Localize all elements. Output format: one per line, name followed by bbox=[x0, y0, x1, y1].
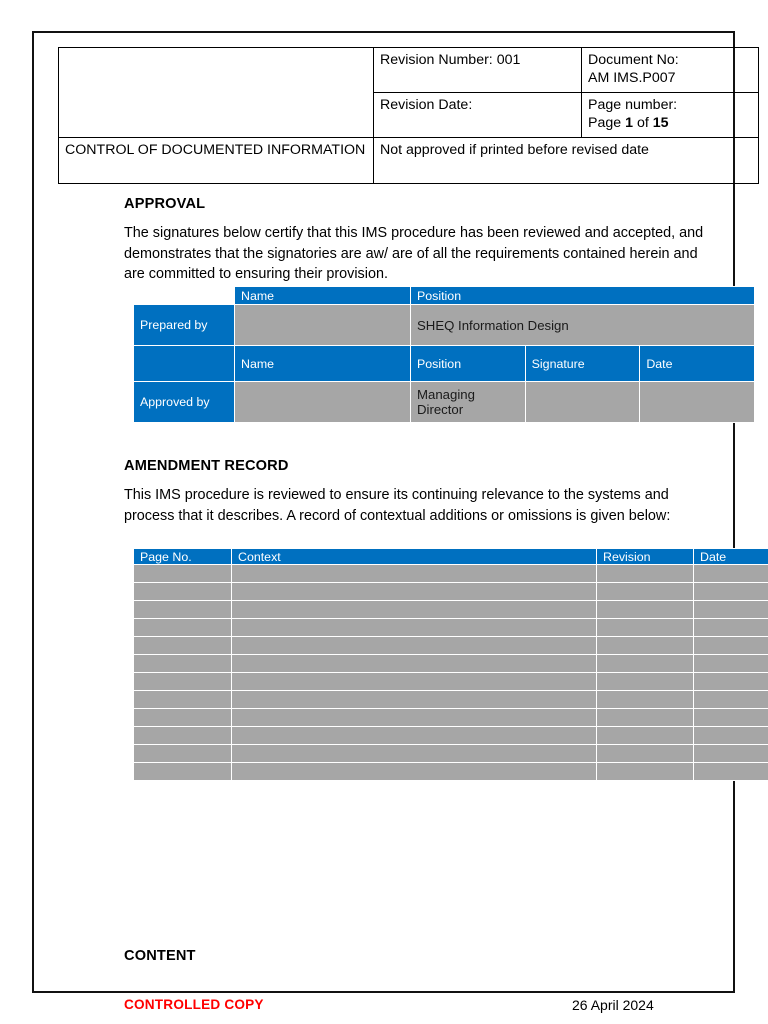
amendment-cell[interactable] bbox=[694, 673, 768, 690]
amendment-col-context: Context bbox=[232, 549, 596, 564]
amendment-col-page-no: Page No. bbox=[134, 549, 231, 564]
approval-header-name: Name bbox=[235, 287, 410, 304]
table-row bbox=[134, 619, 768, 636]
amendment-cell[interactable] bbox=[597, 763, 693, 780]
amendment-table-body bbox=[134, 565, 768, 780]
approval-corner-cell-2 bbox=[134, 346, 234, 381]
amendment-cell[interactable] bbox=[694, 709, 768, 726]
footer-date: 26 April 2024 bbox=[572, 997, 654, 1013]
amendment-cell[interactable] bbox=[134, 709, 231, 726]
amendment-cell[interactable] bbox=[134, 619, 231, 636]
approved-by-label: Approved by bbox=[134, 382, 234, 422]
page-number-cell bbox=[582, 92, 759, 137]
approved-by-name[interactable] bbox=[235, 382, 410, 422]
approval-row-approved-by bbox=[134, 382, 754, 422]
amendment-cell[interactable] bbox=[232, 565, 596, 582]
amendment-col-revision: Revision bbox=[597, 549, 693, 564]
controlled-copy-stamp: CONTROLLED COPY bbox=[124, 997, 264, 1012]
amendment-cell[interactable] bbox=[597, 655, 693, 672]
amendment-cell[interactable] bbox=[134, 691, 231, 708]
table-row bbox=[134, 727, 768, 744]
amendment-cell[interactable] bbox=[597, 601, 693, 618]
document-title-cell: CONTROL OF DOCUMENTED INFORMATION bbox=[59, 137, 374, 183]
amendment-cell[interactable] bbox=[694, 727, 768, 744]
approval-heading: APPROVAL bbox=[124, 196, 206, 212]
amendment-cell[interactable] bbox=[597, 565, 693, 582]
amendment-header-row bbox=[134, 549, 768, 564]
prepared-by-label: Prepared by bbox=[134, 305, 234, 345]
amendment-cell[interactable] bbox=[134, 727, 231, 744]
approval-paragraph: The signatures below certify that this IMS procedure has been reviewed and accepted, and demonstrates that the signatories are aw/ are of all the requirements contained herein and are committed to ensuring their provision. bbox=[124, 225, 704, 283]
amendment-cell[interactable] bbox=[694, 655, 768, 672]
approval-row-prepared-by bbox=[134, 305, 754, 345]
amendment-record-table bbox=[133, 548, 768, 781]
approval-header-position: Position bbox=[411, 287, 754, 304]
amendment-cell[interactable] bbox=[134, 565, 231, 582]
approval-header-name-2: Name bbox=[235, 346, 410, 381]
amendment-cell[interactable] bbox=[232, 709, 596, 726]
page-total: 15 bbox=[652, 115, 669, 132]
approval-corner-cell bbox=[134, 287, 234, 304]
amendment-cell[interactable] bbox=[134, 637, 231, 654]
prepared-by-position[interactable]: SHEQ Information Design bbox=[411, 305, 754, 345]
amendment-cell[interactable] bbox=[134, 763, 231, 780]
approval-header-signature: Signature bbox=[526, 346, 640, 381]
table-row bbox=[134, 601, 768, 618]
amendment-cell[interactable] bbox=[134, 745, 231, 762]
amendment-cell[interactable] bbox=[694, 691, 768, 708]
table-row bbox=[134, 583, 768, 600]
amendment-cell[interactable] bbox=[134, 601, 231, 618]
amendment-cell[interactable] bbox=[694, 619, 768, 636]
amendment-cell[interactable] bbox=[232, 691, 596, 708]
amendment-cell[interactable] bbox=[694, 601, 768, 618]
amendment-cell[interactable] bbox=[134, 583, 231, 600]
print-notice-cell: Not approved if printed before revised date bbox=[374, 137, 759, 183]
header-logo-cell bbox=[59, 48, 374, 138]
amendment-col-date: Date bbox=[694, 549, 768, 564]
approval-header-date: Date bbox=[640, 346, 754, 381]
approval-table bbox=[133, 286, 755, 423]
page-word: Page bbox=[588, 115, 622, 132]
revision-number-cell: Revision Number: 001 bbox=[374, 48, 582, 93]
approval-header-row-2 bbox=[134, 346, 754, 381]
approval-header-position-2: Position bbox=[411, 346, 525, 381]
revision-date-cell: Revision Date: bbox=[374, 92, 582, 137]
document-no-cell bbox=[582, 48, 759, 93]
amendment-cell[interactable] bbox=[694, 583, 768, 600]
amendment-record-heading: AMENDMENT RECORD bbox=[124, 458, 289, 474]
amendment-table-head bbox=[134, 549, 768, 564]
content-heading: CONTENT bbox=[124, 948, 196, 964]
amendment-cell[interactable] bbox=[232, 637, 596, 654]
amendment-cell[interactable] bbox=[232, 763, 596, 780]
page-of-word: of bbox=[636, 115, 649, 132]
page-content-area bbox=[34, 33, 737, 1013]
amendment-cell[interactable] bbox=[694, 637, 768, 654]
approved-by-signature[interactable] bbox=[526, 382, 640, 422]
table-row bbox=[134, 709, 768, 726]
amendment-cell[interactable] bbox=[134, 655, 231, 672]
amendment-cell[interactable] bbox=[597, 637, 693, 654]
amendment-cell[interactable] bbox=[694, 745, 768, 762]
document-header-table bbox=[58, 47, 759, 184]
amendment-cell[interactable] bbox=[694, 763, 768, 780]
table-row bbox=[134, 655, 768, 672]
page-border bbox=[32, 31, 735, 1013]
amendment-cell[interactable] bbox=[597, 619, 693, 636]
amendment-cell[interactable] bbox=[232, 673, 596, 690]
table-row bbox=[134, 691, 768, 708]
header-row-revision-number bbox=[59, 48, 759, 93]
document-no-label: Document No: bbox=[588, 52, 679, 68]
amendment-cell[interactable] bbox=[597, 583, 693, 600]
amendment-record-paragraph: This IMS procedure is reviewed to ensure its continuing relevance to the systems and process that it describes. A record of contextual additions or omissions is given below: bbox=[124, 487, 671, 524]
table-row bbox=[134, 673, 768, 690]
approved-by-date[interactable] bbox=[640, 382, 754, 422]
amendment-cell[interactable] bbox=[134, 673, 231, 690]
amendment-cell[interactable] bbox=[597, 745, 693, 762]
amendment-cell[interactable] bbox=[232, 619, 596, 636]
amendment-cell[interactable] bbox=[232, 727, 596, 744]
amendment-cell[interactable] bbox=[232, 601, 596, 618]
page-current: 1 bbox=[625, 115, 633, 132]
amendment-cell[interactable] bbox=[694, 565, 768, 582]
table-row bbox=[134, 745, 768, 762]
page-number-label: Page number: bbox=[588, 96, 678, 113]
header-row-title bbox=[59, 137, 759, 183]
amendment-cell[interactable] bbox=[232, 655, 596, 672]
approved-by-position[interactable]: Managing Director bbox=[411, 382, 525, 422]
table-row bbox=[134, 637, 768, 654]
amendment-cell[interactable] bbox=[597, 709, 693, 726]
table-row bbox=[134, 763, 768, 780]
amendment-cell[interactable] bbox=[597, 691, 693, 708]
prepared-by-name[interactable] bbox=[235, 305, 410, 345]
document-no-value: AM IMS.P007 bbox=[588, 70, 676, 87]
amendment-cell[interactable] bbox=[232, 583, 596, 600]
approval-header-row-1 bbox=[134, 287, 754, 304]
amendment-cell[interactable] bbox=[597, 673, 693, 690]
amendment-cell[interactable] bbox=[597, 727, 693, 744]
table-row bbox=[134, 565, 768, 582]
amendment-cell[interactable] bbox=[232, 745, 596, 762]
